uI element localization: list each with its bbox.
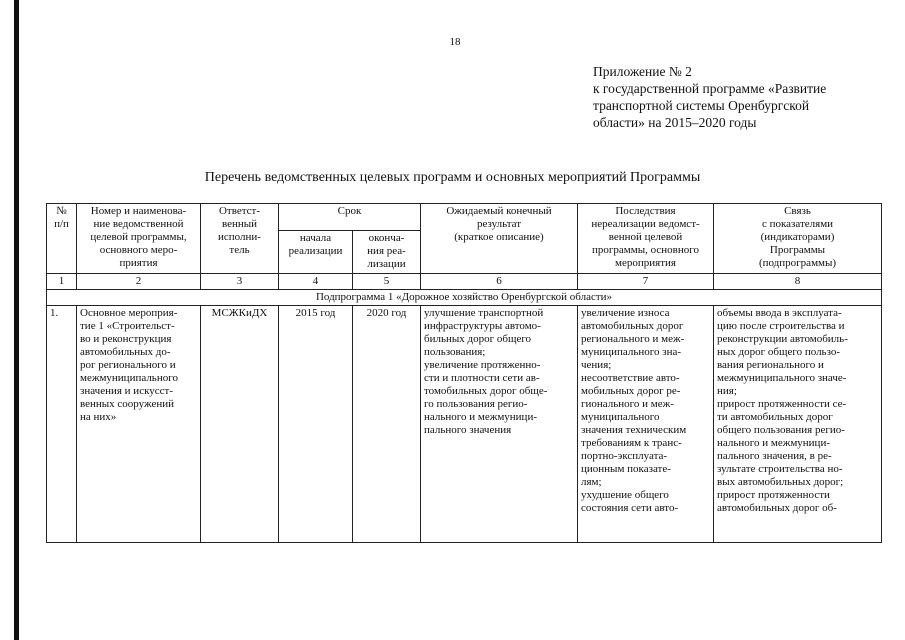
header-name: Номер и наименова- ние ведомственной целевой программы, основного меро- приятия (77, 204, 201, 274)
appendix-line: транспортной системы Оренбургской (593, 98, 810, 113)
table-row (47, 306, 882, 543)
appendix-header (593, 63, 883, 131)
cell-result: улучшение транспортной инфраструктуры автомо- бильных дорог общего пользования; увеличение протяженно- сти и плотности сети ав- томобильных дорог обще- го пользования регио- нального и межмуници- пального значения (421, 306, 578, 543)
column-number-row (47, 274, 882, 290)
cell-name: Основное мероприя- тие 1 «Строительст- во и реконструкция автомобильных до- рог регионального и межмуниципального значения и искусст- венных сооружений на них» (77, 306, 201, 543)
header-link: Связь с показателями (индикаторами) Программы (подпрограммы) (714, 204, 882, 274)
header-start: начала реализации (279, 231, 353, 274)
header-num: № п/п (47, 204, 77, 274)
column-number: 7 (578, 274, 714, 290)
header-responsible: Ответст- венный исполни- тель (201, 204, 279, 274)
subprogram-title: Подпрограмма 1 «Дорожное хозяйство Оренбургской области» (47, 290, 882, 306)
column-number: 1 (47, 274, 77, 290)
column-number: 3 (201, 274, 279, 290)
cell-link: объемы ввода в эксплуата- цию после строительства и реконструкции автомобиль- ных дорог общего пользо- вания регионального и межмуниципального значе- ния; прирост протяженности се- ти автомобильных дорог общего пользования регио- нального и межмуници- пального значения, в ре- зультате строительства но- вых автомобильных дорог; прирост протяженности автомобильных дорог об- (714, 306, 882, 543)
header-term: Срок (279, 204, 421, 231)
cell-end: 2020 год (353, 306, 421, 543)
subprogram-row (47, 290, 882, 306)
header-result: Ожидаемый конечный результат (краткое описание) (421, 204, 578, 274)
column-number: 2 (77, 274, 201, 290)
programs-table (46, 203, 882, 543)
header-consequences: Последствия нереализации ведомст- венной целевой программы, основного мероприятия (578, 204, 714, 274)
column-number: 5 (353, 274, 421, 290)
cell-responsible: МСЖКиДХ (201, 306, 279, 543)
column-number: 6 (421, 274, 578, 290)
appendix-line: области» на 2015–2020 годы (593, 115, 757, 130)
appendix-line: к государственной программе «Развитие (593, 81, 827, 96)
cell-consequences: увеличение износа автомобильных дорог регионального и меж- муниципального зна- чения; несоответствие авто- мобильных дорог ре- гионального и меж- муниципального значения техническим требованиям к транс- портно-эксплуата- ционным показате- лям; ухудшение общего состояния сети авто- (578, 306, 714, 543)
header-end: оконча- ния реа- лизации (353, 231, 421, 274)
column-number: 4 (279, 274, 353, 290)
table-header-row (47, 204, 882, 231)
appendix-line: Приложение № 2 (593, 64, 692, 79)
page-number: 18 (449, 36, 461, 48)
cell-start: 2015 год (279, 306, 353, 543)
document-title: Перечень ведомственных целевых программ и основных мероприятий Программы (204, 170, 701, 185)
page-margin-bar (14, 0, 19, 640)
column-number: 8 (714, 274, 882, 290)
cell-num: 1. (47, 306, 77, 543)
